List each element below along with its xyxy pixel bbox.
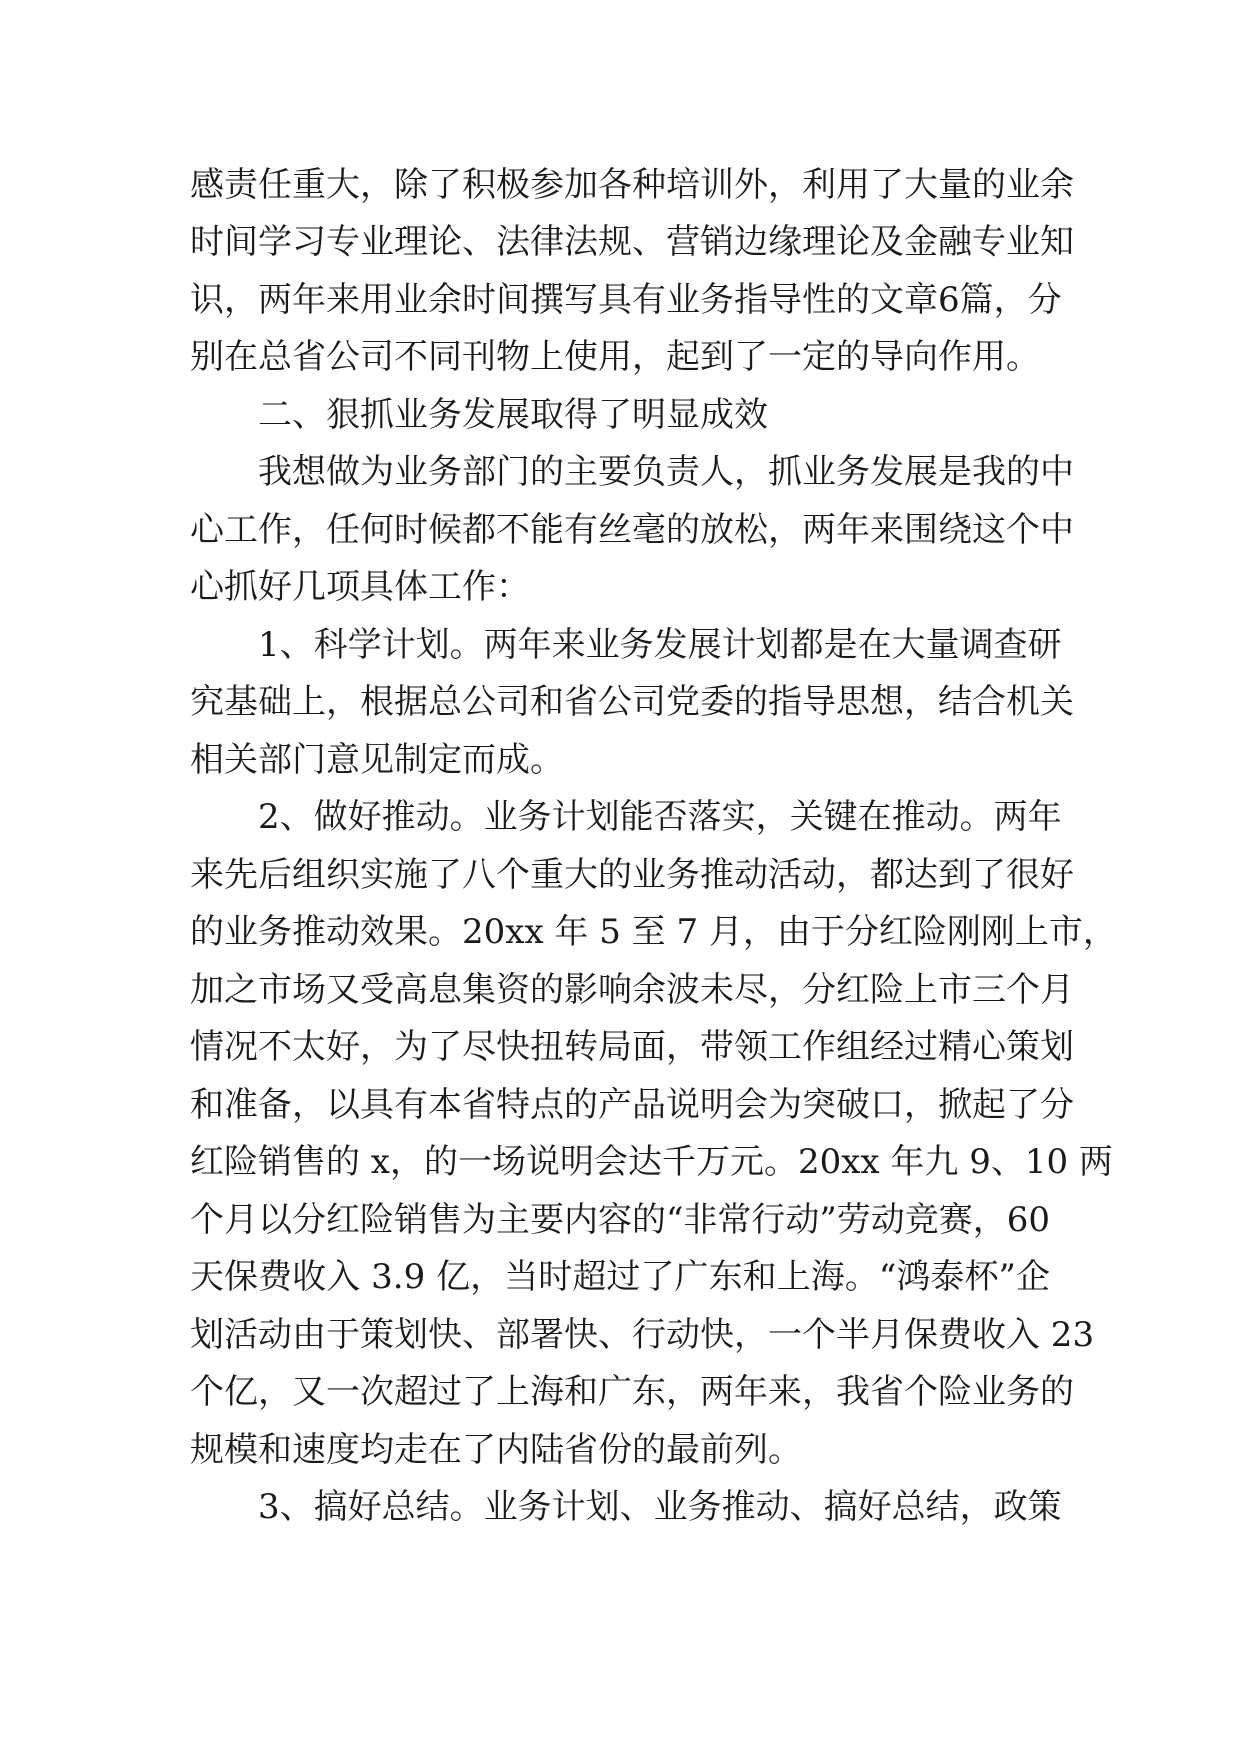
text-line: 划活动由于策划快、部署快、行动快，一个半月保费收入 23 <box>190 1315 1095 1355</box>
text-line: 心工作，任何时候都不能有丝毫的放松，两年来围绕这个中 <box>190 510 1074 550</box>
text-line: 加之市场又受高息集资的影响余波未尽，分红险上市三个月 <box>190 970 1074 1010</box>
text-line: 红险销售的 x，的一场说明会达千万元。20xx 年九 9、10 两 <box>190 1142 1113 1182</box>
text-line: 2、做好推动。业务计划能否落实，关键在推动。两年 <box>258 797 1062 837</box>
text-line: 3、搞好总结。业务计划、业务推动、搞好总结，政策 <box>258 1487 1062 1527</box>
text-line: 个亿，又一次超过了上海和广东，两年来，我省个险业务的 <box>190 1372 1074 1412</box>
text-line: 感责任重大，除了积极参加各种培训外，利用了大量的业余 <box>190 165 1074 205</box>
text-line: 相关部门意见制定而成。 <box>190 740 564 780</box>
text-line: 来先后组织实施了八个重大的业务推动活动，都达到了很好 <box>190 855 1074 895</box>
text-line: 个月以分红险销售为主要内容的“非常行动”劳动竞赛，60 <box>190 1200 1051 1240</box>
section-heading: 二、狠抓业务发展取得了明显成效 <box>258 395 768 435</box>
text-line: 时间学习专业理论、法律法规、营销边缘理论及金融专业知 <box>190 222 1074 262</box>
text-line: 的业务推动效果。20xx 年 5 至 7 月，由于分红险刚刚上市， <box>190 912 1117 952</box>
text-line: 规模和速度均走在了内陆省份的最前列。 <box>190 1430 802 1470</box>
text-line: 和准备，以具有本省特点的产品说明会为突破口，掀起了分 <box>190 1085 1074 1125</box>
text-line: 别在总省公司不同刊物上使用，起到了一定的导向作用。 <box>190 337 1040 377</box>
text-line: 天保费收入 3.9 亿，当时超过了广东和上海。“鸿泰杯”企 <box>190 1257 1050 1297</box>
text-line: 心抓好几项具体工作： <box>190 567 530 607</box>
text-line: 究基础上，根据总公司和省公司党委的指导思想，结合机关 <box>190 682 1074 722</box>
text-line: 识，两年来用业余时间撰写具有业务指导性的文章6篇，分 <box>190 280 1062 320</box>
text-line: 情况不太好，为了尽快扭转局面，带领工作组经过精心策划 <box>190 1027 1074 1067</box>
text-line: 我想做为业务部门的主要负责人，抓业务发展是我的中 <box>258 452 1074 492</box>
text-line: 1、科学计划。两年来业务发展计划都是在大量调查研 <box>258 625 1062 665</box>
